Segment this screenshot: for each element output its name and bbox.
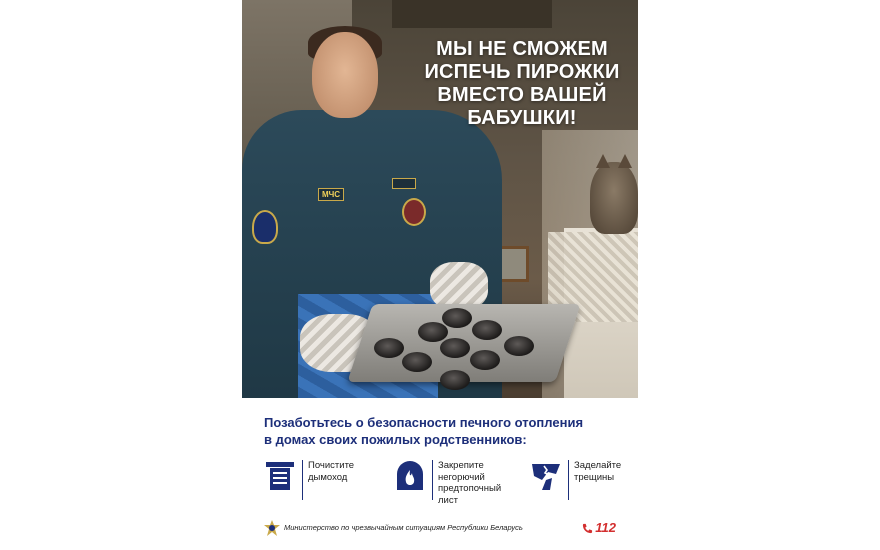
safety-poster [242,0,638,550]
burnt-pie [440,370,470,390]
burnt-pie [374,338,404,358]
subtitle-line: в домах своих пожилых родственников: [264,432,527,447]
chest-emblem [402,198,426,226]
headline-line: ИСПЕЧЬ ПИРОЖКИ [424,61,620,83]
tip-text [574,460,654,483]
chimney-icon [264,460,296,492]
tip-line: Почистите [308,460,355,471]
burnt-pie [470,350,500,370]
sleeve-emblem [252,210,278,244]
tip-line: Заделайте [574,460,622,471]
headline-line: БАБУШКИ! [467,107,577,129]
burnt-pie [472,320,502,340]
divider [568,460,569,500]
ministry-name: Министерство по чрезвычайным ситуациям Республики Беларусь [284,523,523,532]
poster-footer [264,520,616,540]
tip-line: предтопочный [438,483,502,494]
tip-line: трещины [574,471,615,483]
tip-clean-chimney [264,460,374,506]
burnt-pie [504,336,534,356]
divider [432,460,433,500]
burnt-pie [442,308,472,328]
subtitle [264,414,624,448]
chest-patch: МЧС [318,188,344,201]
wall-shelf [392,0,552,28]
tip-line: негорючий [438,471,485,483]
poster-photo [242,0,638,398]
cracks-repair-icon [530,460,562,492]
tip-repair-cracks [530,460,638,506]
cat [590,162,638,234]
ministry-emblem-icon [264,520,280,536]
fireproof-sheet-icon [394,460,426,492]
tip-line: Закрепите [438,460,484,471]
subtitle-line: Позаботьтесь о безопасности печного отопления [264,415,584,430]
tip-line: дымоход [308,471,348,483]
tip-text [308,460,388,483]
tip-line: лист [438,494,458,506]
rescuer-face [312,32,378,118]
tip-fireproof-sheet [394,460,514,506]
name-tag [392,178,416,189]
divider [302,460,303,500]
burnt-pie [418,322,448,342]
headline [412,38,632,130]
phone-icon [582,523,593,534]
emergency-number [582,520,616,535]
burnt-pie [402,352,432,372]
burnt-pie [440,338,470,358]
phone-number: 112 [595,520,616,535]
headline-line: МЫ НЕ СМОЖЕМ [436,38,608,60]
headline-line: ВМЕСТО ВАШЕЙ [437,84,607,106]
oven-mitt-right [430,262,488,310]
tip-text [438,460,518,506]
